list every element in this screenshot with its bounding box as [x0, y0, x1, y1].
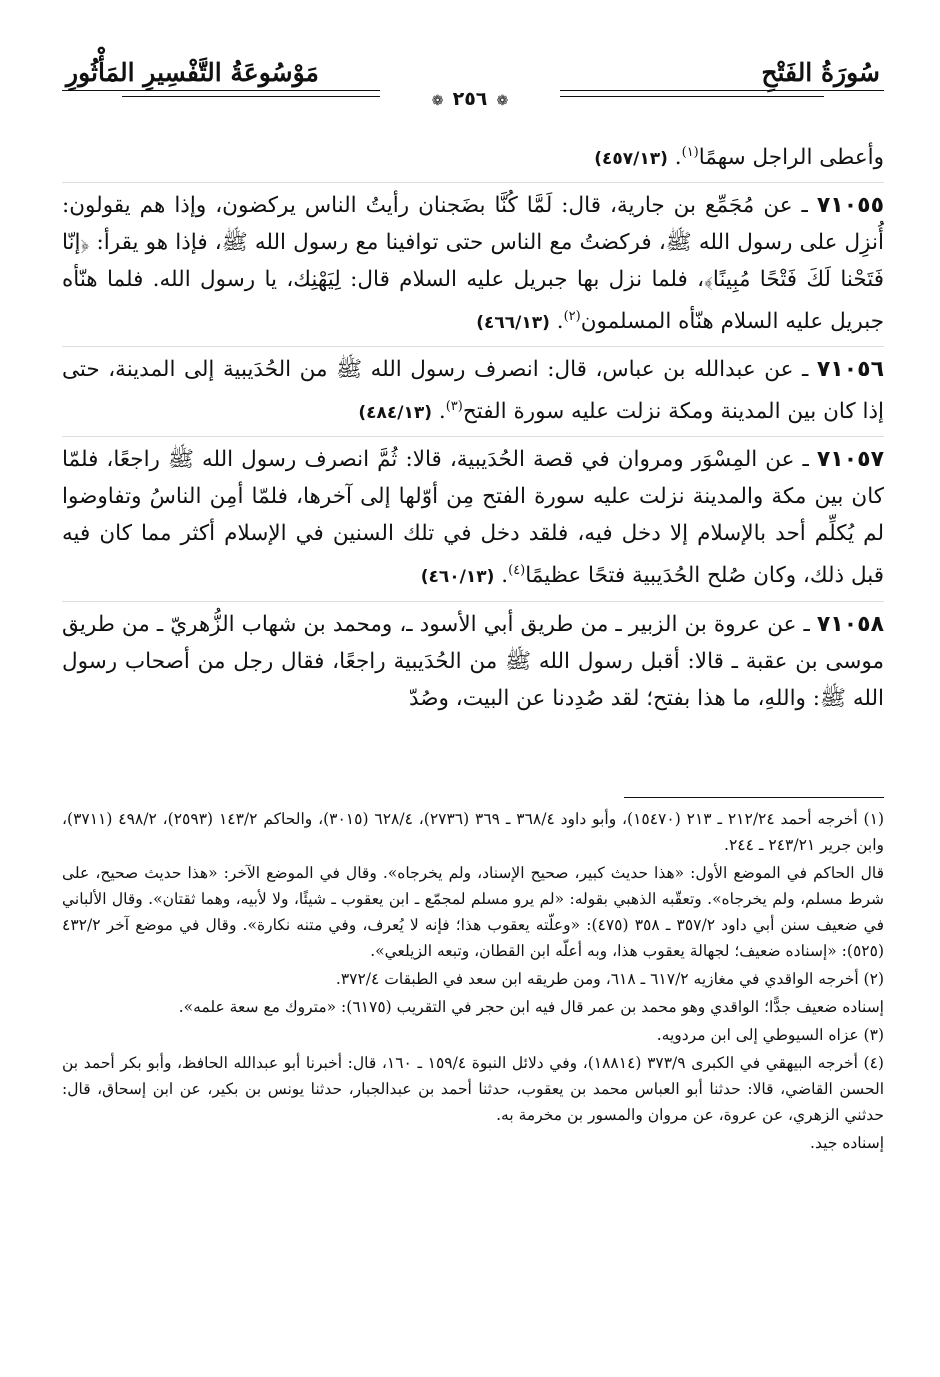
footnote-2: (٢) أخرجه الواقدي في مغازيه ٦١٧/٢ ـ ٦١٨، ومن طريقه ابن سعد في الطبقات ٣٧٢/٤.: [335, 970, 884, 988]
entry-text: ـ عن المِسْوَر ومروان في قصة الحُدَيبية، قالا: ثُمَّ انصرف رسول الله ﷺ راجعًا، فلمّا كان بين مكة والمدينة نزلت عليه سورة الفتح مِن أوّلها إلى آخرها، فلمّا أمِن الناسُ وتفاوضوا لم يُكلِّم أحد بالإسلام إلا دخل فيه، فلقد دخل في تلك السنين في الإسلام أكثر مما كان فيه قبل ذلك، وكان صُلح الحُدَيبية فتحًا عظيمًا: [62, 447, 884, 589]
main-text: [62, 134, 884, 717]
volume-reference: (٤٥٧/١٣): [594, 149, 668, 170]
entry-number: ٧١٠٥٧: [816, 447, 884, 473]
entry-71058: [62, 601, 884, 717]
volume-reference: (٤٦٠/١٣): [420, 567, 495, 588]
surah-title: سُورَةُ الفَتْحِ: [761, 58, 880, 87]
footnote-3: (٣) عزاه السيوطي إلى ابن مردويه.: [656, 1026, 884, 1044]
entry-number: ٧١٠٥٦: [816, 357, 884, 383]
footnote-marker: (٤): [508, 563, 526, 579]
footnote-4: (٤) أخرجه البيهقي في الكبرى ٣٧٣/٩ (١٨٨١٤)، وفي دلائل النبوة ١٥٩/٤ ـ ١٦٠، قال: أخبرنا أبو عبدالله الحافظ، وأبو بكر أحمد بن الحسن القاضي، قالا: حدثنا أبو العباس محمد بن يعقوب، حدثنا أحمد بن عبدالجبار، حدثنا يونس بن بكير، عن ابن إسحاق، قال: حدثني الزهري، عن عروة، عن مروان والمسور بن مخرمة به.: [62, 1054, 884, 1124]
entry-number: ٧١٠٥٨: [816, 611, 884, 637]
page-number: ٢٥٦: [452, 88, 488, 110]
footnote-marker: (١): [681, 145, 699, 160]
entry-71055: ٧١٠٥٥ ـ عن مُجَمِّع بن جارية، قال: لَمَّا كُنَّا بضَجنان رأيتُ الناس يركضون، وإذا هم يقولون: أُنزِل على رسول الله ﷺ، فركضتُ مع الناس حتى توافينا مع رسول الله ﷺ، فإذا هو يقرأ: ﴿إنّا فَتَحْنا لَكَ فَتْحًا مُبِينًا﴾، فلما نزل بها جبريل عليه السلام قال: لِيَهْنِك، يا رسول الله. فلما هنّأه جبريل عليه السلام هنّأه المسلمون$^{(٢)}$. (٤٦٦/١٣): [62, 182, 884, 342]
footnote-1: (١) أخرجه أحمد ٢١٢/٢٤ ـ ٢١٣ (١٥٤٧٠)، وأبو داود ٣٦٨/٤ ـ ٣٦٩ (٢٧٣٦)، ٦٢٨/٤ (٣٠١٥)، والحاكم ١٤٣/٢ (٢٥٩٣)، ٤٩٨/٢ (٣٧١١)، وابن جرير ٢٤٣/٢١ ـ ٢٤٤.: [62, 810, 884, 854]
footnote-2-note: إسناده ضعيف جدًّا؛ الواقدي وهو محمد بن عمر قال فيه ابن حجر في التقريب (٦١٧٥): «متروك مع سعة علمه».: [178, 998, 884, 1016]
book-title: مَوْسُوعَةُ التَّفْسِيرِ المَأْثُورِ: [66, 58, 319, 87]
footnotes: [62, 806, 884, 1158]
entry-text: ـ عن عروة بن الزبير ـ من طريق أبي الأسود ـ، ومحمد بن شهاب الزُّهريّ ـ من طريق موسى بن عقبة ـ قالا: أقبل رسول الله ﷺ من الحُدَيبية راجعًا، فقال رجل من أصحاب رسول الله ﷺ: واللهِ، ما هذا بفتح؛ لقد صُدِدنا عن البيت، وصُدّ: [62, 611, 884, 711]
footnote-marker: (٢): [563, 309, 581, 325]
entry-text: ـ عن عبدالله بن عباس، قال: انصرف رسول الله ﷺ من الحُدَيبية إلى المدينة، حتى إذا كان بين المدينة ومكة نزلت عليه سورة الفتح: [62, 357, 884, 425]
entry-number: ٧١٠٥٥: [816, 193, 884, 219]
footnote-4-note: إسناده جيد.: [810, 1134, 884, 1152]
footnote-1-note: قال الحاكم في الموضع الأول: «هذا حديث كبير، صحيح الإسناد، ولم يخرجاه». وقال في الموضع الآخر: «هذا حديث صحيح، على شرط مسلم، ولم يخرجاه». وتعقّبه الذهبي بقوله: «لم يرو مسلم لمجمّع ـ ابن يعقوب ـ شيئًا، ولا لأبيه، وهما ثقتان». وقال الألباني في ضعيف سنن أبي داود ٣٥٧/٢ ـ ٣٥٨ (٤٧٥): «وعلّته يعقوب هذا؛ فإنه لا يُعرف، وفي متنه نكارة». وقال في موضع آخر ٤٣٢/٢ (٥٢٥): «إسناده ضعيف؛ لجهالة يعقوب هذا، وبه أعلّه ابن القطان، وتبعه الزيلعي».: [62, 864, 884, 960]
entry-text: ـ عن مُجَمِّع بن جارية، قال: لَمَّا كُنَّا بضَجنان رأيتُ الناس يركضون، وإذا هم يقولون: أُنزِل على رسول الله ﷺ، فركضتُ مع الناس حتى توافينا مع رسول الله ﷺ، فإذا هو يقرأ: ﴿إنّا فَتَحْنا لَكَ فَتْحًا مُبِينًا﴾، فلما نزل بها جبريل عليه السلام قال: لِيَهْنِك، يا رسول الله. فلما هنّأه جبريل عليه السلام هنّأه المسلمون: [62, 193, 884, 335]
entry-71057: ٧١٠٥٧ ـ عن المِسْوَر ومروان في قصة الحُدَيبية، قالا: ثُمَّ انصرف رسول الله ﷺ راجعًا، فلمّا كان بين مكة والمدينة نزلت عليه سورة الفتح مِن أوّلها إلى آخرها، فلمّا أمِن الناسُ وتفاوضوا لم يُكلِّم أحد بالإسلام إلا دخل فيه، فلقد دخل في تلك السنين في الإسلام أكثر مما كان فيه قبل ذلك، وكان صُلح الحُدَيبية فتحًا عظيمًا$^{(٤)}$. (٤٦٠/١٣): [62, 436, 884, 596]
footnote-marker: (٣): [445, 399, 463, 415]
continuation-paragraph: وأعطى الراجل سهمًا$^{(١)}$. (٤٥٧/١٣): [594, 145, 884, 171]
volume-reference: (٤٨٤/١٣): [358, 403, 433, 424]
ornament-icon: ❁: [431, 93, 444, 109]
volume-reference: (٤٦٦/١٣): [476, 313, 550, 334]
footnote-separator: [624, 797, 884, 798]
page-number-box: [380, 88, 560, 112]
ornament-icon: ❁: [496, 93, 509, 109]
entry-71056: ٧١٠٥٦ ـ عن عبدالله بن عباس، قال: انصرف رسول الله ﷺ من الحُدَيبية إلى المدينة، حتى إذا كان بين المدينة ومكة نزلت عليه سورة الفتح$^{(٣)}$. (٤٨٤/١٣): [62, 346, 884, 432]
